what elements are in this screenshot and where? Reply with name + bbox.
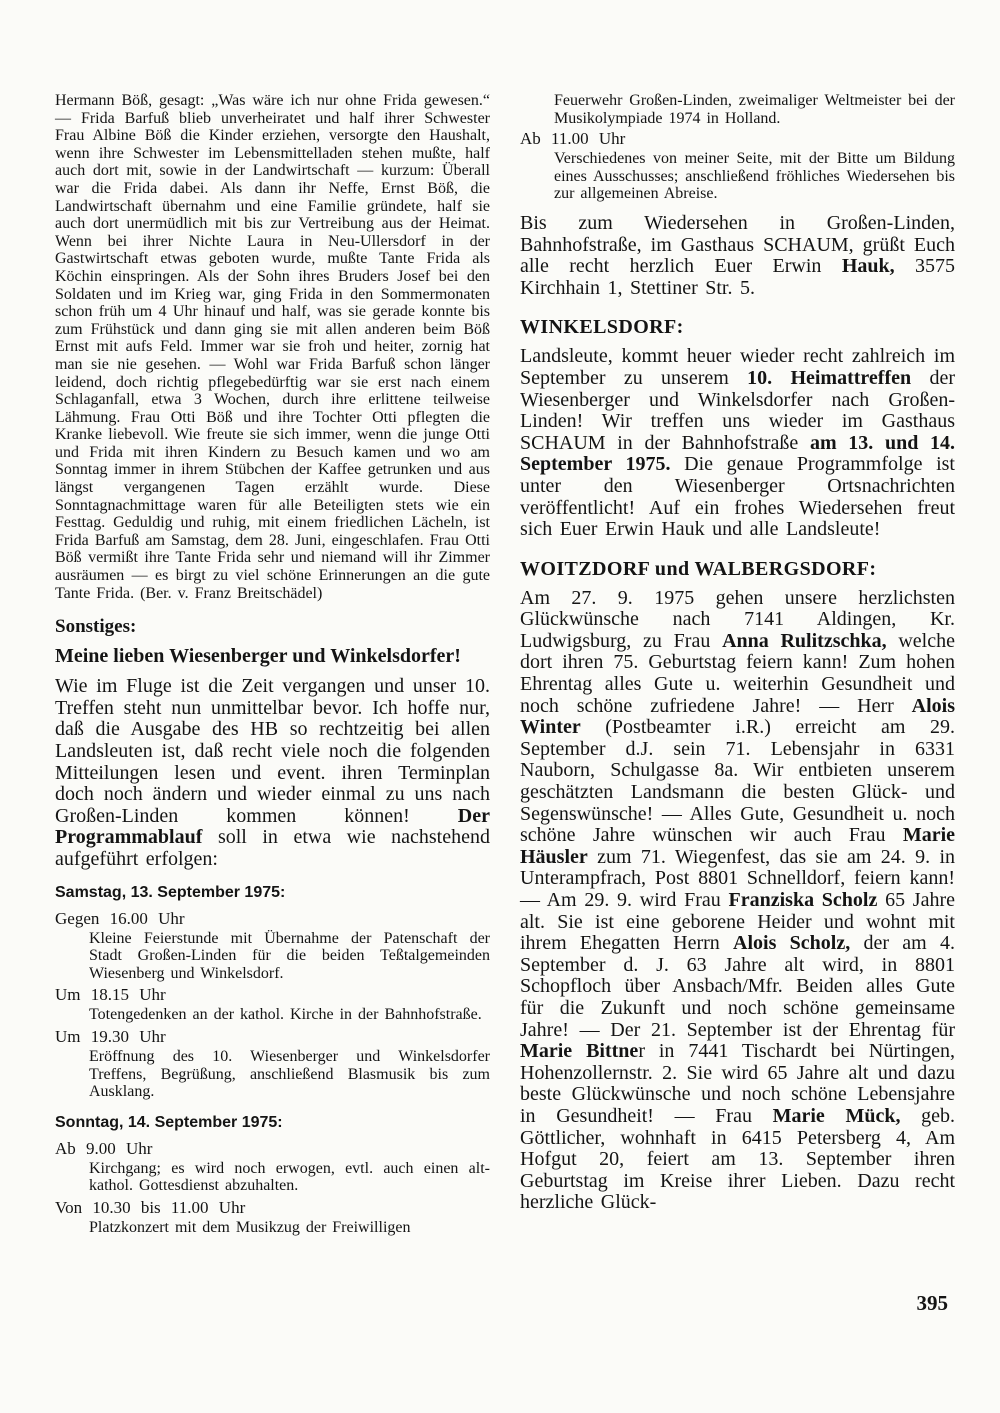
entry-time: Gegen 16.00 Uhr: [55, 908, 185, 928]
entry-description: Verschiedenes von meiner Seite, mit der Bitte um Bildung eines Ausschusses; anschließend fröhliches Wiedersehen bis zur allgemeinen Abreise.: [554, 150, 955, 203]
schedule-entry: [55, 1139, 490, 1195]
text-segment: 65 Jahre alt. Sie ist eine geborene Heider und wohnt mit ihrem Ehegatten Herrn: [520, 889, 956, 955]
woitzdorf-heading: WOITZDORF und WALBERGSDORF:: [520, 557, 877, 580]
text-segment: Die genaue Programmfolge ist unter den Wiesenberger Ortsnachrichten veröffentlicht! Auf ein frohes Wiedersehen freut sich Euer Erwin Hauk und alle Landsleute!: [520, 453, 955, 541]
schedule-saturday: [55, 883, 490, 1101]
sonstiges-heading: Sonstiges:: [55, 616, 137, 638]
bold-text-segment: Marie Mück,: [772, 1104, 901, 1127]
right-column: [520, 92, 955, 1240]
farewell-paragraph: [520, 213, 955, 299]
page-number: 395: [916, 1291, 948, 1315]
bold-text-segment: Franziska Scholz: [728, 889, 878, 911]
text-segment: 3575 Kirchhain 1, Stettiner Str. 5.: [520, 255, 956, 299]
schedule-entry: [55, 1027, 490, 1101]
text-segment: Landsleute, kommt heuer wieder recht zahlreich im September zu unserem: [520, 345, 955, 389]
text-segment: Am 27. 9. 1975 gehen unsere herzlichsten Glückwünsche nach 7141 Aldingen, Kr. Ludwigsburg, zu Frau: [520, 586, 955, 652]
left-column: [55, 92, 490, 1240]
entry-time: Ab 9.00 Uhr: [55, 1138, 153, 1158]
text-segment: der am 4. September d. J. 63 Jahre alt wird, in 8801 Schopfloch über Ansbach/Mfr. Beiden alles Gute für die Zukunft und noch schöne gemeinsame Jahre! — Der 21. September ist der Ehrentag für: [520, 932, 955, 1041]
text-segment: (Postbeamter i.R.) erreicht am 29. September d.J. sein 71. Lebensjahr in 6331 Nauborn, Schulgasse 8a. Wir entbieten unserem geschätzten Landsmann die besten Glück- und Segenswünsche! — Alles Gute, Gesundheit u. noch schöne Jahre wünschen wir auch Frau: [520, 716, 955, 847]
schedule-sunday: [55, 1113, 490, 1237]
entry-time: Von 10.30 bis 11.00 Uhr: [55, 1197, 246, 1217]
entry-description: Platzkonzert mit dem Musikzug der Freiwilligen: [89, 1218, 411, 1236]
bold-text-segment: 10. Heimattreffen: [747, 366, 912, 389]
two-column-layout: [55, 92, 955, 1240]
bold-text-segment: am 13. und 14. September 1975.: [520, 431, 955, 476]
bold-text-segment: Der Programmablauf: [55, 804, 490, 849]
schedule-entry: [55, 909, 490, 983]
entry-description: Totengedenken an der kathol. Kirche in der Bahnhofstraße.: [89, 1006, 482, 1024]
entry-time: Um 18.15 Uhr: [55, 985, 166, 1005]
text-segment: Wie im Fluge ist die Zeit vergangen und unser 10. Treffen steht nun unmittelbar bevor. Ich hoffe nur, daß die Ausgabe des HB so rechtzeitig bei allen Landsleuten ist, daß recht viele noch die folgenden Mitteilungen lesen und event. ihren Terminplan doch noch ändern und wieder einmal zu uns nach Großen-Linden kommen können!: [55, 675, 490, 827]
bold-text-segment: Alois Scholz,: [733, 932, 851, 955]
schedule-continuation-description: Feuerwehr Großen-Linden, zweimaliger Weltmeister bei der Musikolympiade 1974 in Holland.: [554, 92, 955, 127]
text-segment: der Wiesenberger und Winkelsdorfer nach Großen-Linden! Wir treffen uns wieder im Gasthaus SCHAUM in der Bahnhofstraße: [520, 366, 955, 454]
winkelsdorf-paragraph: [520, 346, 955, 540]
obituary-paragraph: Hermann Böß, gesagt: „Was wäre ich nur ohne Frida gewesen.“ — Frida Barfuß blieb unverheiratet und half ihrer Schwester Frau Albine Böß die Kinder erziehen, versorgte den Haushalt, wenn ihre Schwester im Lebensmittelladen stehen mußte, half auch dort mit, sowie in der Landwirtschaft — kurzum: Überall war die Frida dabei. Als dann ihr Neffe, Ernst Böß, die Landwirtschaft übernahm und eine Familie gründete, half sie auch dort unermüdlich mit bis zur Vertreibung aus der Heimat. Wenn bei ihrer Nichte Laura in Neu-Ullersdorf in der Gastwirtschaft etwas geboten wurde, mußte Tante Frida als Köchin einspringen. Als der Sohn ihres Bruders Josef bei den Soldaten und im Krieg war, ging Frida in den Sommermonaten schon früh um 4 Uhr hinauf und half, was sie gerade konnte bis zum Frühstück und dann ging sie mit allen anderen beim Böß Ernst mit aufs Feld. Immer war sie froh und heiter, zornig hat man sie nie gesehen. — Wohl war Frida Barfuß schon länger leidend, doch richtig pflegebedürftig war sie erst nach einem Schlaganfall, etwa 3 Wochen, durch ihre erlittene teilweise Lähmung. Frau Otti Böß und ihre Tochter Otti pflegten die Kranke liebevoll. Wie freute sie sich immer, wenn die junge Otti und Frida mit ihren Kindern zu Besuch kamen und wo am Sonntag immer in ihrem Stübchen der Kaffee getrunken und aus längst vergangenen Tagen erzählt wurde. Diese Sonntagnachmittage waren für alle Beteiligten stets wie ein Festtag. Geduldig und ruhig, mit einem friedlichen Lächeln, ist Frida Barfuß am Samstag, dem 28. Juni, eingeschlafen. Frau Otti Böß vermißt ihre Tante Frida sehr und niemand will ihr Zimmer ausräumen — es birgt zu viel schöne Erinnerungen an die gute Tante Frida. (Ber. v. Franz Breitschädel): [55, 92, 490, 602]
text-segment: geb. Göttlicher, wohnhaft in 6415 Petersberg 4, Am Hofgut 20, feiert am 13. September ihren Geburtstag im Kreise ihrer Lieben. Dazu recht herzliche Glück-: [520, 1104, 955, 1214]
entry-time: Um 19.30 Uhr: [55, 1026, 166, 1046]
winkelsdorf-heading: WINKELSDORF:: [520, 316, 684, 339]
entry-description: Kleine Feierstunde mit Übernahme der Patenschaft der Stadt Großen-Linden für die beiden Teßtalgemeinden Wiesenberg und Winkelsdorf.: [89, 929, 490, 982]
intro-paragraph: [55, 676, 490, 870]
schedule-entry: [55, 1198, 490, 1237]
entry-description: Eröffnung des 10. Wiesenberger und Winkelsdorfer Treffens, Begrüßung, anschließend Blasmusik bis zum Ausklang.: [89, 1047, 490, 1101]
bold-text-segment: Alois Winter: [520, 694, 955, 739]
text-segment: Bis zum Wiedersehen in Großen-Linden, Bahnhofstraße, im Gasthaus SCHAUM, grüßt Euch alle recht herzlich Euer Erwin: [520, 211, 955, 278]
bold-text-segment: Marie Häusler: [520, 824, 955, 868]
text-segment: soll in etwa wie nachstehend aufgeführt erfolgen:: [55, 826, 490, 870]
bold-text-segment: Marie Bittne: [520, 1040, 639, 1063]
bold-text-segment: Hauk,: [841, 255, 895, 278]
schedule-entry: [520, 129, 955, 203]
entry-description: Kirchgang; es wird noch erwogen, evtl. auch einen alt-kathol. Gottesdienst abzuhalten.: [89, 1159, 490, 1195]
entry-time: Ab 11.00 Uhr: [520, 129, 626, 149]
bold-text-segment: Anna Rulitzschka,: [722, 629, 887, 652]
saturday-heading: Samstag, 13. September 1975:: [55, 883, 286, 901]
text-segment: welche dort ihren 75. Geburtstag feiern kann! Zum hohen Ehrentag alles Gute u. weiterhin Gesundheit und noch schöne zufriedene Jahre! — Herr: [520, 629, 955, 717]
sunday-heading: Sonntag, 14. September 1975:: [55, 1113, 283, 1131]
greeting-heading: Meine lieben Wiesenberger und Winkelsdorfer!: [55, 645, 461, 668]
schedule-entry: [55, 985, 490, 1024]
text-segment: r in 7441 Tischardt bei Nürtingen, Hohenzollernstr. 2. Sie wird 65 Jahre alt und dazu beste Glückwünsche und noch schöne Lebensjahre in Gesundheit! — Frau: [520, 1040, 955, 1127]
text-segment: zum 71. Wiegenfest, das sie am 24. 9. in Unterampfrach, Post 8801 Schnelldorf, feiern kann! — Am 29. 9. wird Frau: [520, 845, 955, 911]
woitzdorf-paragraph: [520, 588, 955, 1214]
